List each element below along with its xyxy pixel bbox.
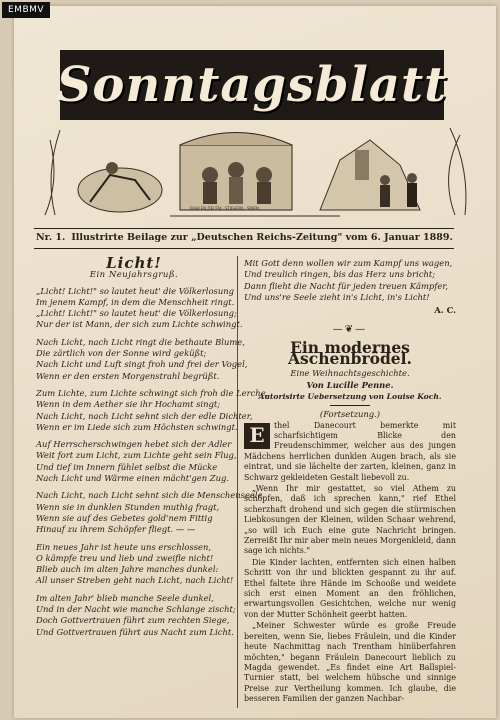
poem-subtitle: Ein Neujahrsgruß. <box>89 270 179 281</box>
verse-line: Ein neues Jahr ist heute uns erschlossen, <box>36 541 212 552</box>
short-rule <box>330 405 370 406</box>
verse-line: Nach Licht und Wärme einen mächt'gen Zug. <box>36 473 230 484</box>
verse-line: Dann flieht die Nacht für jeden treuen Kämpfer, <box>244 280 449 291</box>
masthead-title-band <box>56 50 448 120</box>
drop-cap: E <box>244 423 270 449</box>
poem-title: Licht! <box>106 254 162 272</box>
verse-line: Und uns're Seele zieht in's Licht, in's Licht! <box>244 291 430 302</box>
story-genre: Eine Weihnachtsgeschichte. <box>290 368 410 379</box>
verse-line: Und in der Nacht wie manche Schlange zischt; <box>36 604 236 615</box>
verse-line: Im alten Jahr' blieb manche Seele dunkel, <box>36 592 214 603</box>
verse-line: Doch Gottvertrauen führt zum rechten Siege, <box>36 615 230 626</box>
verse-line: Nur der ist Mann, der sich zum Lichte schwingt. <box>36 319 243 330</box>
poem-column <box>36 254 269 638</box>
top-rule <box>34 228 454 229</box>
story-column <box>244 258 456 706</box>
verse-line: Mit Gott denn wollen wir zum Kampf uns wagen, <box>244 258 453 268</box>
verse-line: Weit fort zum Licht, zum Lichte geht sein Flug, <box>36 450 237 461</box>
verse-line: Nach Licht und Luft singt froh und frei der Vogel, <box>36 359 248 370</box>
verse-line: O kämpfe treu und lieb und zweifle nicht! <box>36 552 214 563</box>
story-body <box>244 421 456 705</box>
source-badge: EMBMV <box>2 2 50 18</box>
story-paragraph: E thel Danecourt bemerkte mit scharfsichtigem Blicke den Freudenschimmer, welcher aus des jungen Mädchens herrlichen dunklen Augen brach, als sie eintrat, und sie lächelte der zarten, kleinen, ganz in Schwarz gekleideten Gestalt liebevoll zu. <box>244 420 456 482</box>
verse-line: Wenn sie in dunklen Stunden muthig fragt, <box>36 501 220 512</box>
story-paragraph: „Wenn Ihr mir gestattet, so viel Athem zu schöpfen, daß ich sprechen kann," rief Ethel scherzhaft drohend und sich gegen die stürmischen Liebkosungen der Kleinen, wilden Schaar wehrend, „so will ich Euch eine gute Nachricht bringen. Zerreißt Ihr mir aber mein neues Morgenkleid, dann sage ich nichts." <box>244 484 456 556</box>
section-flourish: —❦— <box>332 324 368 336</box>
verse-line: „Licht! Licht!" so lautet heut' die Völkerlosung <box>36 285 234 296</box>
verse-line: Im jenem Kampf, in dem die Menschheit ringt. <box>36 296 235 307</box>
masthead <box>40 42 470 220</box>
poem-verses <box>36 285 269 638</box>
verse-line: „Licht! Licht!" so lautet heut' die Völkerlosung; <box>36 308 237 319</box>
verse-line: All unser Streben geht nach Licht, nach Licht! <box>36 575 234 586</box>
story-paragraph: „Meiner Schwester würde es große Freude bereiten, wenn Sie, liebes Fräulein, und die Kinder heute Nachmittag nach Trentham hinüberfahren möchten," begann Fräulein Danecourt lieblich zu Magda gewendet. „Es findet eine Art Ballspiel-Turnier statt, bei welchem hübsche und sinnige Preise zur Vertheilung kommen. Ich glaube, die besseren Familien der ganzen Nachbar- <box>244 621 456 704</box>
verse-line: Wenn er im Liede sich zum Höchsten schwingt. <box>36 421 238 432</box>
verse-line: Die zärtlich von der Sonne wird geküßt; <box>36 348 207 359</box>
illustration-caption: BAHLEN DELEN · STIEHEIN · SMEM <box>190 206 259 211</box>
masthead-illustration <box>40 120 470 220</box>
verse-line: Blieb auch im alten Jahre manches dunkel: <box>36 564 219 575</box>
story-continued: (Fortsetzung.) <box>319 409 381 420</box>
issue-number: Nr. 1. <box>36 232 66 243</box>
verse-line: Und treulich ringen, bis das Herz uns bricht; <box>244 269 436 280</box>
verse-line: Zum Lichte, zum Lichte schwingt sich froh die Lerche, <box>36 387 269 398</box>
verse-line: Wenn sie auf des Gebetes gold'nem Fittig <box>36 512 213 523</box>
masthead-title: Sonntagsblatt <box>56 57 448 113</box>
verse-line: Wenn in dem Aether sie ihr Hochamt singt; <box>36 399 221 410</box>
verse-line: Hinauf zu ihrem Schöpfer fliegt. — — <box>36 524 196 535</box>
verse-line: Und Gottvertrauen führt aus Nacht zum Licht. <box>36 626 234 637</box>
bottom-rule <box>34 248 454 249</box>
issue-description: Illustrirte Beilage zur „Deutschen Reichs-Zeitung" vom 6. Januar 1889. <box>71 232 453 243</box>
verse-line: Nach Licht, nach Licht ringt die bethaute Blume, <box>36 336 245 347</box>
verse-line: Und tief im Innern fühlet selbst die Mücke <box>36 461 218 472</box>
story-paragraph: Die Kinder lachten, entfernten sich einen halben Schritt von ihr und blickten gespannt zu ihr auf. Ethel faltete ihre Hände im Schooße und weidete sich erst einen Moment an den fröhlichen, erwartungsvollen Gesichtchen, welche nur wenig von der Mutter Schönheit geerbt hatten. <box>244 557 456 619</box>
story-author: Von Lucille Penne. <box>306 379 394 390</box>
verse-line: Auf Herrscherschwingen hebet sich der Adler <box>36 439 232 450</box>
issue-line <box>36 232 454 243</box>
verse-line: Nach Licht, nach Licht sehnt sich der edle Dichter, <box>36 410 253 421</box>
poem-conclusion <box>244 258 456 303</box>
verse-line: Nach Licht, nach Licht sehnt sich die Menschenseele, <box>36 490 266 501</box>
story-title: Ein modernes Aschenbrödel. <box>288 337 412 369</box>
story-translation-note: Autorisirte Uebersetzung von Louise Koch. <box>258 391 442 401</box>
poem-signature: A. C. <box>434 305 456 316</box>
verse-line: Wenn er den ersten Morgenstrahl begrüßt. <box>36 370 220 381</box>
